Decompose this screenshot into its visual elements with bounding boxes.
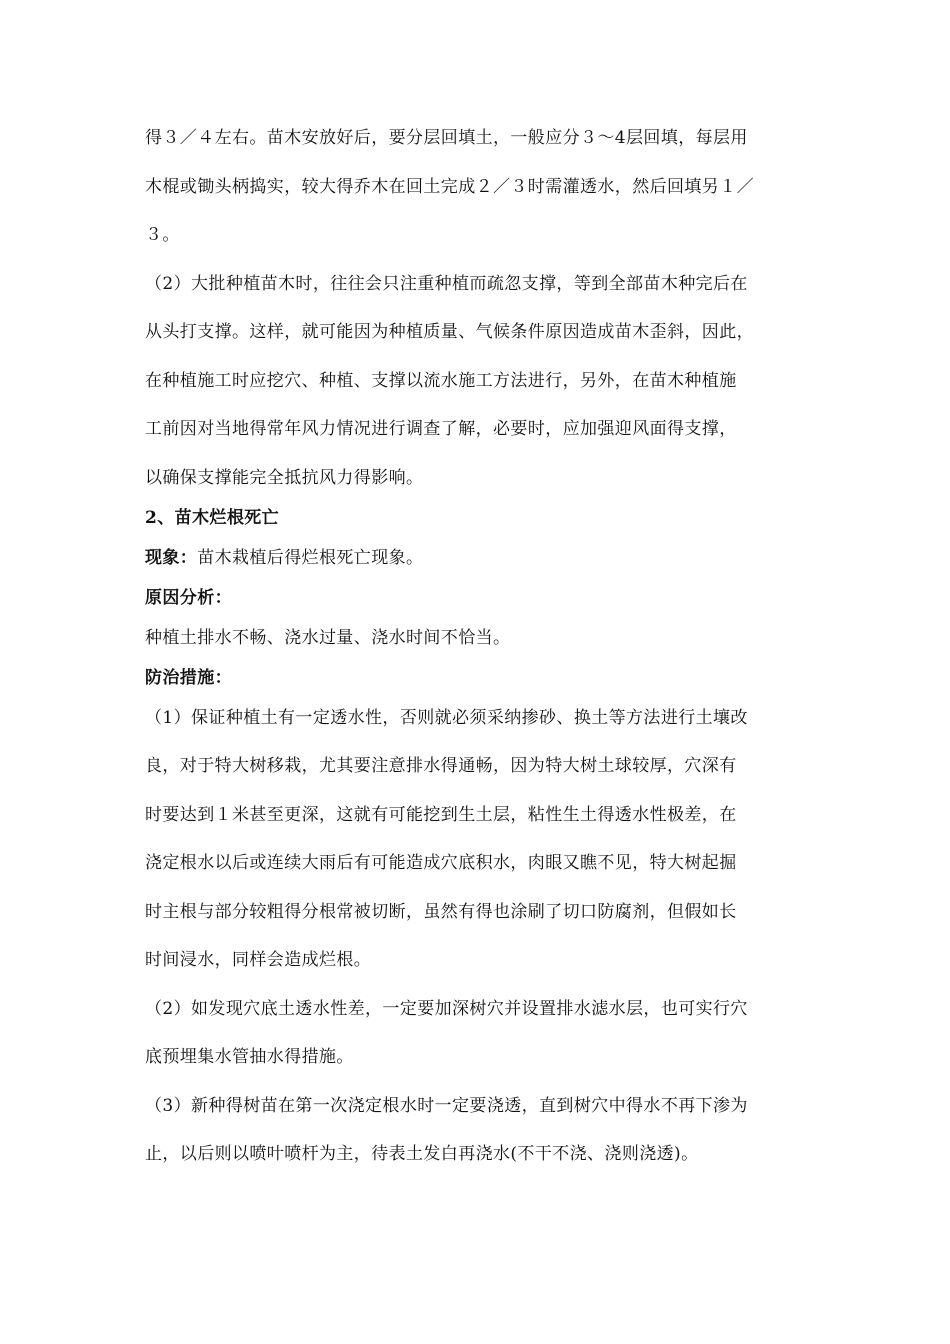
paragraph-line: 时间浸水，同样会造成烂根。 [145,950,372,970]
paragraph-line: 工前因对当地得常年风力情况进行调查了解，必要时，应加强迎风面得支撑， [145,419,737,439]
paragraph-line: 良，对于特大树移栽，尤其要注意排水得通畅，因为特大树土球较厚，穴深有 [145,756,737,776]
phenomenon-line [145,538,825,578]
paragraph-line: 浇定根水以后或连续大雨后有可能造成穴底积水，肉眼又瞧不见，特大树起掘 [145,853,737,873]
cause-text: 种植土排水不畅、浇水过量、浇水时间不恰当。 [145,627,511,648]
phenomenon-label: 现象： [145,547,198,568]
phenomenon-text: 苗木栽植后得烂根死亡现象。 [197,547,424,568]
paragraph-line: 得３／４左右。苗木安放好后，要分层回填土，一般应分３～4层回填，每层用 [145,128,748,148]
section-heading: 2、苗木烂根死亡 [145,507,280,528]
paragraph-line: 时主根与部分较粗得分根常被切断，虽然有得也涂刷了切口防腐剂，但假如长 [145,901,737,922]
paragraph-line: ３。 [145,225,180,245]
paragraph-line: 木棍或锄头柄捣实，较大得乔木在回土完成２／３时需灌透水，然后回填另１／ [145,176,754,197]
paragraph-line: 在种植施工时应挖穴、种植、支撑以流水施工方法进行，另外，在苗木种植施 [145,370,737,391]
paragraph-line: 底预埋集水管抽水得措施。 [145,1047,354,1067]
paragraph-line: 止，以后则以喷叶喷杆为主，待表土发白再浇水(不干不浇、浇则浇透)。 [145,1144,699,1164]
paragraph-line: （1）保证种植土有一定透水性，否则就必须采纳掺砂、换土等方法进行土壤改 [145,707,748,728]
paragraph-line: （3）新种得树苗在第一次浇定根水时一定要浇透，直到树穴中得水不再下渗为 [145,1095,748,1116]
paragraph-line: （2）大批种植苗木时，往往会只注重种植而疏忽支撑，等到全部苗木种完后在 [145,273,748,294]
paragraph-line: 时要达到１米甚至更深，这就有可能挖到生土层，粘性生土得透水性极差，在 [145,804,737,825]
paragraph-line: （2）如发现穴底土透水性差，一定要加深树穴并设置排水滤水层，也可实行穴 [145,998,748,1019]
paragraph-line: 以确保支撑能完全抵抗风力得影响。 [145,467,424,488]
cause-heading: 原因分析： [145,587,232,608]
paragraph-line: 从头打支撑。这样，就可能因为种植质量、气候条件原因造成苗木歪斜，因此， [145,322,754,342]
measures-heading: 防治措施： [145,667,232,688]
document-page [145,118,825,1183]
